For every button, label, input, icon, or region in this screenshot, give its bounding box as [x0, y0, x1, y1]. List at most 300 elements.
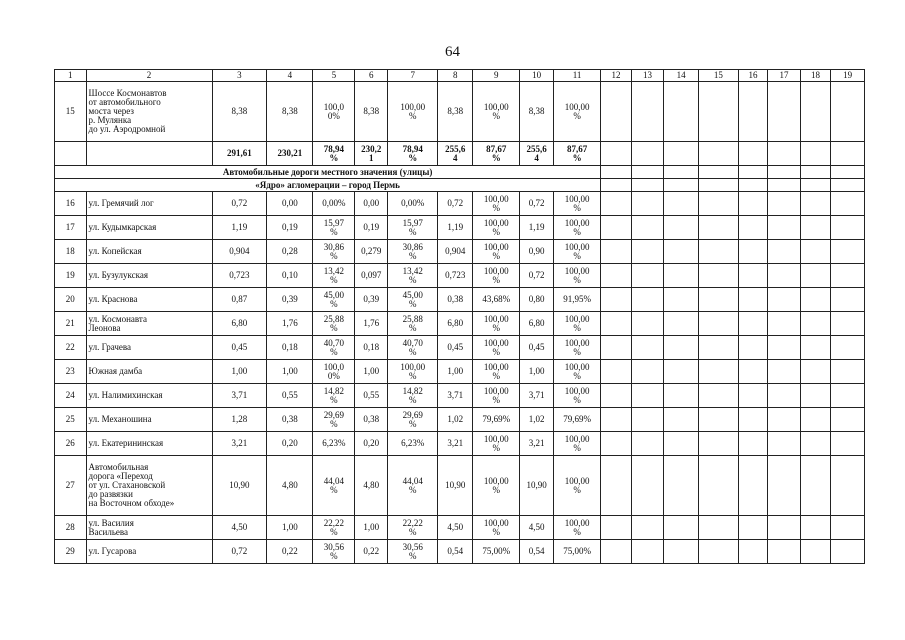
- empty-cell: [738, 456, 767, 516]
- table-row: [55, 240, 865, 264]
- empty-cell: [601, 82, 631, 142]
- column-number: 11: [553, 70, 600, 82]
- cell-c7: 22,22 %: [388, 516, 438, 540]
- cell-c5: 44,04 %: [313, 456, 355, 516]
- cell-c5: 22,22 %: [313, 516, 355, 540]
- subsection-title: «Ядро» агломерации – город Пермь: [55, 179, 601, 192]
- total-c5: 78,94 %: [313, 142, 355, 166]
- empty-cell: [664, 516, 699, 540]
- empty-cell: [664, 384, 699, 408]
- cell-c11: 100,00 %: [553, 192, 600, 216]
- empty-cell: [800, 408, 830, 432]
- table-row: [55, 216, 865, 240]
- empty-cell: [738, 142, 767, 166]
- cell-c3: 10,90: [212, 456, 267, 516]
- empty-cell: [664, 456, 699, 516]
- row-number: 27: [55, 456, 87, 516]
- empty-cell: [831, 360, 865, 384]
- table-row: [55, 540, 865, 564]
- cell-c11: 100,00 %: [553, 336, 600, 360]
- empty-cell: [698, 384, 738, 408]
- cell-c8: 0,904: [438, 240, 473, 264]
- empty-cell: [601, 216, 631, 240]
- empty-cell: [698, 312, 738, 336]
- cell-c11: 100,00 %: [553, 312, 600, 336]
- empty-cell: [768, 456, 801, 516]
- row-number: 17: [55, 216, 87, 240]
- empty-cell: [768, 240, 801, 264]
- cell-c10: 0,45: [520, 336, 554, 360]
- empty-cell: [631, 142, 664, 166]
- cell-c8: 0,38: [438, 288, 473, 312]
- cell-c6: 0,38: [355, 408, 388, 432]
- empty-cell: [631, 408, 664, 432]
- empty-cell: [738, 216, 767, 240]
- column-number: 12: [601, 70, 631, 82]
- empty-cell: [601, 240, 631, 264]
- column-number: 17: [768, 70, 801, 82]
- total-c10: 255,6 4: [520, 142, 554, 166]
- cell-c7: 6,23%: [388, 432, 438, 456]
- cell-c11: 100,00 %: [553, 360, 600, 384]
- cell-c3: 0,723: [212, 264, 267, 288]
- empty-cell: [698, 432, 738, 456]
- section-title-row: [55, 166, 865, 179]
- subsection-title-row: [55, 179, 865, 192]
- total-c9: 87,67 %: [473, 142, 520, 166]
- road-name: ул. Гремячий лог: [86, 192, 212, 216]
- cell-c3: 3,71: [212, 384, 267, 408]
- empty-cell: [698, 264, 738, 288]
- cell-c9: 100,00 %: [473, 384, 520, 408]
- empty-cell: [664, 142, 699, 166]
- cell-c7: 100,00 %: [388, 360, 438, 384]
- row-number: 15: [55, 82, 87, 142]
- empty-cell: [800, 216, 830, 240]
- cell-c4: 0,10: [267, 264, 313, 288]
- cell-c4: 0,19: [267, 216, 313, 240]
- table-row: [55, 288, 865, 312]
- column-number: 5: [313, 70, 355, 82]
- empty-cell: [601, 456, 631, 516]
- empty-cell: [601, 288, 631, 312]
- empty-cell: [698, 192, 738, 216]
- cell-c9: 100,00 %: [473, 312, 520, 336]
- empty-cell: [601, 540, 631, 564]
- empty-cell: [664, 408, 699, 432]
- row-number: 26: [55, 432, 87, 456]
- empty-cell: [768, 408, 801, 432]
- cell-c3: 0,72: [212, 192, 267, 216]
- empty-cell: [601, 142, 631, 166]
- cell-c11: 91,95%: [553, 288, 600, 312]
- empty-cell: [664, 240, 699, 264]
- total-c11: 87,67 %: [553, 142, 600, 166]
- cell-c4: 1,00: [267, 360, 313, 384]
- cell-c9: 100,00 %: [473, 432, 520, 456]
- cell-c6: 0,19: [355, 216, 388, 240]
- cell-c5: 100,0 0%: [313, 82, 355, 142]
- empty-cell: [768, 540, 801, 564]
- empty-cell: [768, 142, 801, 166]
- column-number: 8: [438, 70, 473, 82]
- table-row: [55, 192, 865, 216]
- cell-c7: 25,88 %: [388, 312, 438, 336]
- road-name: Южная дамба: [86, 360, 212, 384]
- road-name: ул. Грачева: [86, 336, 212, 360]
- cell-c8: 0,54: [438, 540, 473, 564]
- empty-cell: [800, 264, 830, 288]
- empty-cell: [738, 516, 767, 540]
- empty-cell: [738, 360, 767, 384]
- cell-c5: 29,69 %: [313, 408, 355, 432]
- empty-cell: [768, 179, 801, 192]
- totals-row: [55, 142, 865, 166]
- cell-c5: 15,97 %: [313, 216, 355, 240]
- road-name: ул. Космонавта Леонова: [86, 312, 212, 336]
- empty-cell: [831, 516, 865, 540]
- empty-cell: [768, 384, 801, 408]
- cell-c10: 1,19: [520, 216, 554, 240]
- cell-c7: 30,86 %: [388, 240, 438, 264]
- cell-c3: 0,72: [212, 540, 267, 564]
- empty-cell: [631, 456, 664, 516]
- empty-cell: [800, 82, 830, 142]
- empty-cell: [800, 312, 830, 336]
- cell-c9: 75,00%: [473, 540, 520, 564]
- empty-cell: [831, 216, 865, 240]
- empty-cell: [831, 384, 865, 408]
- cell-c10: 3,71: [520, 384, 554, 408]
- cell-c4: 0,28: [267, 240, 313, 264]
- empty-cell: [768, 166, 801, 179]
- cell-c6: 1,00: [355, 360, 388, 384]
- empty-cell: [768, 516, 801, 540]
- cell-c10: 0,54: [520, 540, 554, 564]
- empty-cell: [631, 360, 664, 384]
- cell-c3: 1,00: [212, 360, 267, 384]
- empty-cell: [601, 384, 631, 408]
- empty-cell: [698, 82, 738, 142]
- cell-c10: 0,90: [520, 240, 554, 264]
- cell-c5: 100,0 0%: [313, 360, 355, 384]
- empty-cell: [800, 384, 830, 408]
- column-number: 19: [831, 70, 865, 82]
- empty-cell: [738, 312, 767, 336]
- total-c4: 230,21: [267, 142, 313, 166]
- empty-cell: [831, 288, 865, 312]
- table-row: [55, 408, 865, 432]
- row-number: 28: [55, 516, 87, 540]
- empty-cell: [800, 336, 830, 360]
- empty-cell: [800, 288, 830, 312]
- empty-cell: [800, 179, 830, 192]
- cell-c10: 0,72: [520, 264, 554, 288]
- table-row: [55, 456, 865, 516]
- empty-cell: [831, 82, 865, 142]
- row-number: 19: [55, 264, 87, 288]
- road-name: Автомобильная дорога «Переход от ул. Стахановской до развязки на Восточном обходе»: [86, 456, 212, 516]
- row-number: 16: [55, 192, 87, 216]
- roads-table: [54, 69, 865, 564]
- empty-cell: [631, 264, 664, 288]
- total-c7: 78,94 %: [388, 142, 438, 166]
- cell-c10: 8,38: [520, 82, 554, 142]
- cell-c11: 100,00 %: [553, 384, 600, 408]
- cell-c11: 100,00 %: [553, 240, 600, 264]
- cell-c8: 1,02: [438, 408, 473, 432]
- cell-c4: 0,00: [267, 192, 313, 216]
- cell-c7: 29,69 %: [388, 408, 438, 432]
- empty-cell: [698, 240, 738, 264]
- empty-cell: [631, 516, 664, 540]
- empty-cell: [664, 216, 699, 240]
- empty-cell: [601, 336, 631, 360]
- cell-c3: 0,904: [212, 240, 267, 264]
- empty-cell: [768, 82, 801, 142]
- empty-cell: [831, 336, 865, 360]
- empty-cell: [831, 432, 865, 456]
- empty-cell: [631, 82, 664, 142]
- cell-c10: 6,80: [520, 312, 554, 336]
- empty-cell: [800, 540, 830, 564]
- cell-c3: 1,19: [212, 216, 267, 240]
- empty-cell: [800, 192, 830, 216]
- empty-cell: [768, 360, 801, 384]
- page-number: 64: [445, 44, 460, 60]
- empty-cell: [631, 336, 664, 360]
- cell-c10: 3,21: [520, 432, 554, 456]
- table-row: [55, 516, 865, 540]
- empty-cell: [738, 288, 767, 312]
- cell-c9: 100,00 %: [473, 516, 520, 540]
- empty-cell: [768, 216, 801, 240]
- empty-cell: [601, 192, 631, 216]
- row-number: 23: [55, 360, 87, 384]
- empty-cell: [601, 264, 631, 288]
- empty-cell: [738, 384, 767, 408]
- empty-cell: [601, 516, 631, 540]
- cell-c6: 8,38: [355, 82, 388, 142]
- total-c6: 230,2 1: [355, 142, 388, 166]
- empty-cell: [738, 264, 767, 288]
- empty-cell: [664, 192, 699, 216]
- empty-cell: [698, 288, 738, 312]
- cell-c6: 0,00: [355, 192, 388, 216]
- column-number: 10: [520, 70, 554, 82]
- cell-c7: 40,70 %: [388, 336, 438, 360]
- empty-cell: [831, 240, 865, 264]
- empty-cell: [738, 408, 767, 432]
- cell-c8: 3,71: [438, 384, 473, 408]
- empty-cell: [831, 540, 865, 564]
- empty-cell: [738, 82, 767, 142]
- empty-cell: [738, 240, 767, 264]
- empty-cell: [738, 540, 767, 564]
- row-number: 29: [55, 540, 87, 564]
- empty-cell: [664, 540, 699, 564]
- cell-c3: 4,50: [212, 516, 267, 540]
- cell-c3: 0,87: [212, 288, 267, 312]
- cell-c9: 100,00 %: [473, 264, 520, 288]
- empty-cell: [601, 166, 631, 179]
- column-number: 18: [800, 70, 830, 82]
- empty-cell: [800, 142, 830, 166]
- row-number: 25: [55, 408, 87, 432]
- cell-c9: 79,69%: [473, 408, 520, 432]
- cell-c9: 100,00 %: [473, 192, 520, 216]
- row-number: 18: [55, 240, 87, 264]
- cell-c11: 100,00 %: [553, 82, 600, 142]
- empty-cell: [768, 312, 801, 336]
- cell-c11: 100,00 %: [553, 216, 600, 240]
- column-number: 7: [388, 70, 438, 82]
- road-name: ул. Налимихинская: [86, 384, 212, 408]
- empty-cell: [631, 384, 664, 408]
- cell-c11: 100,00 %: [553, 516, 600, 540]
- empty-cell: [831, 142, 865, 166]
- table-row: [55, 336, 865, 360]
- cell-c5: 6,23%: [313, 432, 355, 456]
- cell-c9: 100,00 %: [473, 82, 520, 142]
- empty-cell: [55, 142, 87, 166]
- cell-c3: 8,38: [212, 82, 267, 142]
- cell-c10: 1,00: [520, 360, 554, 384]
- cell-c7: 100,00 %: [388, 82, 438, 142]
- cell-c3: 0,45: [212, 336, 267, 360]
- cell-c8: 10,90: [438, 456, 473, 516]
- cell-c6: 0,55: [355, 384, 388, 408]
- cell-c5: 40,70 %: [313, 336, 355, 360]
- cell-c5: 30,86 %: [313, 240, 355, 264]
- empty-cell: [698, 166, 738, 179]
- table-row: [55, 82, 865, 142]
- cell-c5: 25,88 %: [313, 312, 355, 336]
- empty-cell: [631, 288, 664, 312]
- cell-c10: 0,80: [520, 288, 554, 312]
- empty-cell: [768, 336, 801, 360]
- empty-cell: [768, 264, 801, 288]
- cell-c4: 0,20: [267, 432, 313, 456]
- road-name: ул. Краснова: [86, 288, 212, 312]
- empty-cell: [664, 82, 699, 142]
- empty-cell: [664, 312, 699, 336]
- empty-cell: [86, 142, 212, 166]
- empty-cell: [698, 142, 738, 166]
- empty-cell: [831, 192, 865, 216]
- cell-c11: 100,00 %: [553, 456, 600, 516]
- empty-cell: [631, 192, 664, 216]
- empty-cell: [664, 432, 699, 456]
- cell-c11: 79,69%: [553, 408, 600, 432]
- cell-c7: 30,56 %: [388, 540, 438, 564]
- empty-cell: [664, 288, 699, 312]
- table-row: [55, 432, 865, 456]
- row-number: 21: [55, 312, 87, 336]
- cell-c3: 1,28: [212, 408, 267, 432]
- empty-cell: [738, 336, 767, 360]
- empty-cell: [664, 264, 699, 288]
- cell-c9: 100,00 %: [473, 216, 520, 240]
- cell-c6: 0,097: [355, 264, 388, 288]
- cell-c4: 1,00: [267, 516, 313, 540]
- cell-c7: 44,04 %: [388, 456, 438, 516]
- empty-cell: [631, 216, 664, 240]
- cell-c10: 4,50: [520, 516, 554, 540]
- empty-cell: [601, 360, 631, 384]
- empty-cell: [800, 516, 830, 540]
- empty-cell: [698, 179, 738, 192]
- empty-cell: [698, 408, 738, 432]
- empty-cell: [738, 432, 767, 456]
- empty-cell: [698, 516, 738, 540]
- empty-cell: [800, 240, 830, 264]
- table-row: [55, 360, 865, 384]
- cell-c4: 0,38: [267, 408, 313, 432]
- table-row: [55, 312, 865, 336]
- cell-c8: 0,723: [438, 264, 473, 288]
- empty-cell: [831, 264, 865, 288]
- cell-c10: 0,72: [520, 192, 554, 216]
- empty-cell: [800, 456, 830, 516]
- cell-c4: 0,22: [267, 540, 313, 564]
- empty-cell: [601, 432, 631, 456]
- column-number: 3: [212, 70, 267, 82]
- empty-cell: [831, 179, 865, 192]
- total-c8: 255,6 4: [438, 142, 473, 166]
- cell-c6: 1,00: [355, 516, 388, 540]
- cell-c11: 100,00 %: [553, 432, 600, 456]
- empty-cell: [664, 360, 699, 384]
- empty-cell: [664, 336, 699, 360]
- cell-c11: 100,00 %: [553, 264, 600, 288]
- column-number: 16: [738, 70, 767, 82]
- cell-c8: 0,45: [438, 336, 473, 360]
- road-name: ул. Кудымкарская: [86, 216, 212, 240]
- cell-c8: 4,50: [438, 516, 473, 540]
- cell-c4: 1,76: [267, 312, 313, 336]
- cell-c8: 1,00: [438, 360, 473, 384]
- cell-c7: 15,97 %: [388, 216, 438, 240]
- empty-cell: [698, 360, 738, 384]
- cell-c4: 0,39: [267, 288, 313, 312]
- empty-cell: [631, 240, 664, 264]
- empty-cell: [768, 192, 801, 216]
- empty-cell: [831, 456, 865, 516]
- cell-c3: 6,80: [212, 312, 267, 336]
- column-number: 9: [473, 70, 520, 82]
- table-row: [55, 384, 865, 408]
- empty-cell: [738, 166, 767, 179]
- table-body: [55, 70, 865, 564]
- road-name: ул. Василия Васильева: [86, 516, 212, 540]
- column-number: 1: [55, 70, 87, 82]
- empty-cell: [631, 166, 664, 179]
- cell-c6: 0,18: [355, 336, 388, 360]
- cell-c5: 30,56 %: [313, 540, 355, 564]
- empty-cell: [738, 179, 767, 192]
- empty-cell: [631, 312, 664, 336]
- cell-c5: 14,82 %: [313, 384, 355, 408]
- cell-c6: 4,80: [355, 456, 388, 516]
- empty-cell: [800, 360, 830, 384]
- cell-c5: 0,00%: [313, 192, 355, 216]
- column-number: 6: [355, 70, 388, 82]
- empty-cell: [698, 216, 738, 240]
- empty-cell: [631, 432, 664, 456]
- cell-c8: 3,21: [438, 432, 473, 456]
- empty-cell: [664, 166, 699, 179]
